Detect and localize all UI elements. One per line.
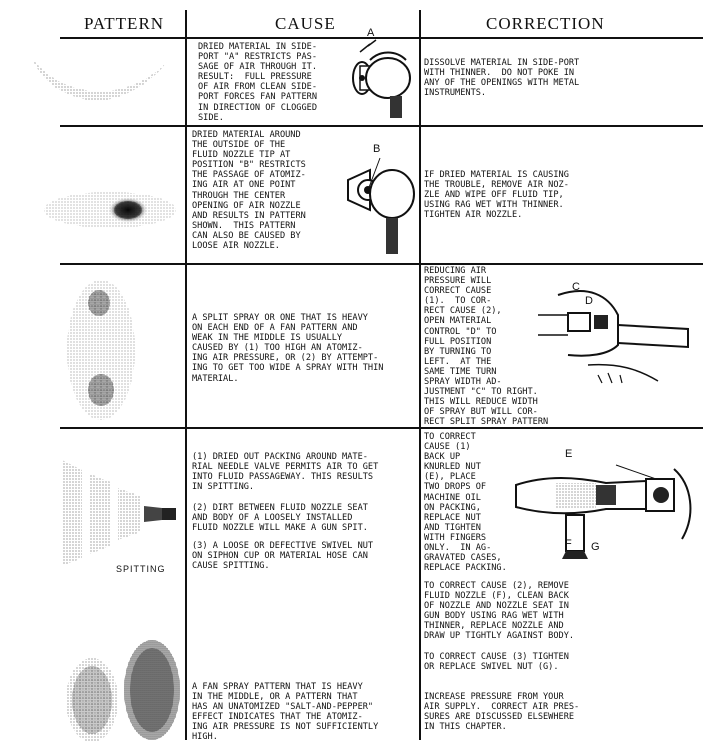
row3-correction-text: REDUCING AIR PRESSURE WILL CORRECT CAUSE (1). TO COR- RECT CAUSE (2), OPEN MATERIAL CONTROL "D" TO FULL POSITION BY TURNING TO LEFT. AT THE SAME TIME TURN SPRAY WIDTH AD- JUSTMENT "C" TO RIGHT. THIS WILL REDUCE WIDTH OF SPRAY BUT WILL COR- RECT SPLIT SPRAY PATTERN — [424, 266, 549, 428]
pattern-crescent-fan-icon — [28, 50, 173, 118]
pattern-split-spray-icon — [55, 278, 150, 423]
figure-label-f: F — [565, 538, 572, 550]
figure-label-g: G — [591, 541, 600, 553]
row-divider-1 — [60, 125, 703, 127]
row-divider-3 — [60, 427, 703, 429]
row3-cause-text: A SPLIT SPRAY OR ONE THAT IS HEAVY ON EACH END OF A FAN PATTERN AND WEAK IN THE MIDDLE IS USUALLY CAUSED BY (1) TOO HIGH AN ATOMIZ- ING AIR PRESSURE, OR (2) BY ATTEMPT- ING TO GET TOO WIDE A SPRAY WITH THIN MATERIAL. — [192, 313, 384, 384]
row2-cause-text: DRIED MATERIAL AROUND THE OUTSIDE OF THE FLUID NOZZLE TIP AT POSITION "B" RESTRICTS THE PASSAGE OF ATOMIZ- ING AIR AT ONE POINT THROUGH THE CENTER OPENING OF AIR NOZZLE AND RESULTS IN PATTERN SHOWN. THIS PATTERN CAN ALSO BE CAUSED BY LOOSE AIR NOZZLE. — [192, 130, 306, 252]
row1-correction-text: DISSOLVE MATERIAL IN SIDE-PORT WITH THINNER. DO NOT POKE IN ANY OF THE OPENINGS WITH METAL INSTRUMENTS. — [424, 58, 580, 99]
spitting-caption: SPITTING — [116, 564, 166, 574]
row5-correction-text: INCREASE PRESSURE FROM YOUR AIR SUPPLY. CORRECT AIR PRES- SURES ARE DISCUSSED ELSEWHERE IN THIS CHAPTER. — [424, 692, 580, 733]
row5-cause-text: A FAN SPRAY PATTERN THAT IS HEAVY IN THE MIDDLE, OR A PATTERN THAT HAS AN UNATOMIZED "SALT-AND-PEPPER" EFFECT INDICATES THAT THE ATOMIZ- ING AIR PRESSURE IS NOT SUFFICIENTLY HIGH. — [192, 682, 379, 743]
row1-cause-text: DRIED MATERIAL IN SIDE- PORT "A" RESTRICTS PAS- SAGE OF AIR THROUGH IT. RESULT: FULL PRESSURE OF AIR FROM CLEAN SIDE- PORT FORCES FAN PATTERN IN DIRECTION OF CLOGGED SIDE. — [198, 42, 317, 123]
row2-correction-text: IF DRIED MATERIAL IS CAUSING THE TROUBLE, REMOVE AIR NOZ- ZLE AND WIPE OFF FLUID TIP, USING RAG WET WITH THINNER. TIGHTEN AIR NOZZLE. — [424, 170, 569, 221]
row4-cause-text-1: (1) DRIED OUT PACKING AROUND MATE- RIAL NEEDLE VALVE PERMITS AIR TO GET INTO FLUID PASSAGEWAY. THIS RESULTS IN SPITTING. — [192, 452, 379, 493]
fluid-nozzle-tip-figure-icon — [338, 150, 418, 260]
row4-correction-text-2: TO CORRECT CAUSE (2), REMOVE FLUID NOZZLE (F), CLEAN BACK OF NOZZLE AND NOZZLE SEAT IN GUN BODY USING RAG WET WITH THINNER, REPLACE NOZZLE AND DRAW UP TIGHTLY AGAINST BODY. — [424, 581, 575, 642]
figure-label-a: A — [367, 27, 375, 39]
pattern-heavy-center-spot-icon — [40, 180, 180, 240]
air-cap-sideport-figure-icon — [340, 38, 418, 122]
header-pattern: PATTERN — [84, 14, 165, 33]
figure-label-c: C — [572, 281, 580, 293]
column-divider-1 — [185, 10, 187, 740]
pattern-salt-and-pepper-icon — [64, 640, 184, 744]
column-divider-2 — [419, 10, 421, 740]
row4-cause-text-3: (3) A LOOSE OR DEFECTIVE SWIVEL NUT ON SIPHON CUP OR MATERIAL HOSE CAN CAUSE SPITTING. — [192, 541, 374, 572]
row4-cause-text-2: (2) DIRT BETWEEN FLUID NOZZLE SEAT AND BODY OF A LOOSELY INSTALLED FLUID NOZZLE WILL MAKE A GUN SPIT. — [192, 503, 368, 534]
spray-gun-adjustment-figure-icon — [528, 285, 700, 390]
row-divider-2 — [60, 263, 703, 265]
row4-correction-text-1: TO CORRECT CAUSE (1) BACK UP KNURLED NUT (E), PLACE TWO DROPS OF MACHINE OIL ON PACKING, REPLACE NUT AND TIGHTEN WITH FINGERS ONLY. IN AG- GRAVATED CASES, REPLACE PACKING. — [424, 432, 507, 574]
pattern-spitting-fan-icon — [60, 460, 180, 570]
figure-label-b: B — [373, 143, 381, 155]
header-correction: CORRECTION — [486, 14, 605, 33]
figure-label-d: D — [585, 295, 593, 307]
header-cause: CAUSE — [275, 14, 336, 33]
figure-label-e: E — [565, 448, 573, 460]
row4-correction-text-3: TO CORRECT CAUSE (3) TIGHTEN OR REPLACE SWIVEL NUT (G). — [424, 652, 569, 673]
